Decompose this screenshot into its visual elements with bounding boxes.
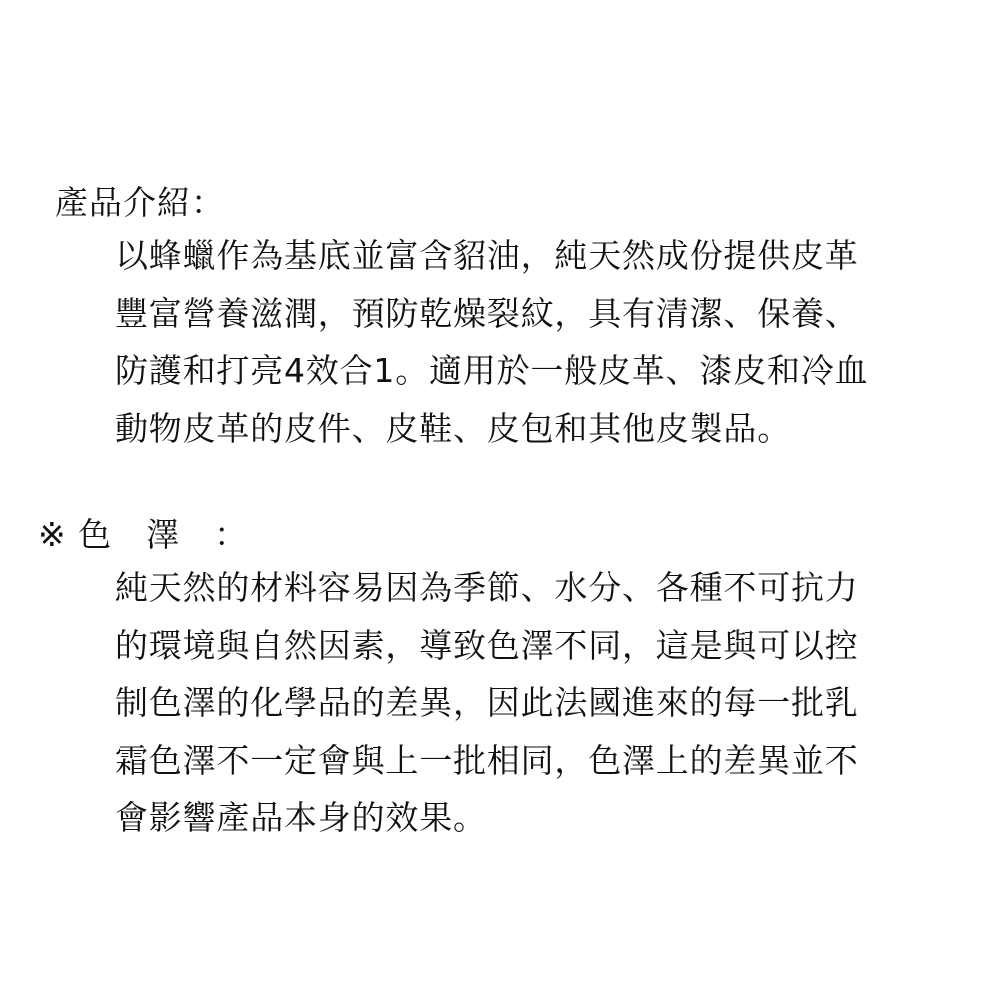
product-intro-line: 以蜂蠟作為基底並富含貂油，純天然成份提供皮革 [115,236,859,275]
product-intro-paragraph [115,227,995,457]
color-note-paragraph [115,559,995,847]
color-note-line: 霜色澤不一定會與上一批相同，色澤上的差異並不 [115,740,859,780]
color-note-line: 的環境與自然因素，導致色澤不同，這是與可以控 [115,625,859,665]
product-intro-line: 防護和打亮4效合1。適用於一般皮革、漆皮和冷血 [115,351,869,390]
color-note-line: 純天然的材料容易因為季節、水分、各種不可抗力 [115,568,859,607]
color-note-line: 制色澤的化學品的差異，因此法國進來的每一批乳 [115,683,859,722]
color-note-line: 會影響產品本身的效果。 [115,798,487,837]
color-note-heading: ※ 色 澤 ： [38,515,249,554]
product-intro-heading: 產品介紹： [55,183,225,222]
product-intro-line: 動物皮革的皮件、皮鞋、皮包和其他皮製品。 [115,408,791,448]
product-intro-line: 豐富營養滋潤，預防乾燥裂紋，具有清潔、保養、 [115,293,859,333]
